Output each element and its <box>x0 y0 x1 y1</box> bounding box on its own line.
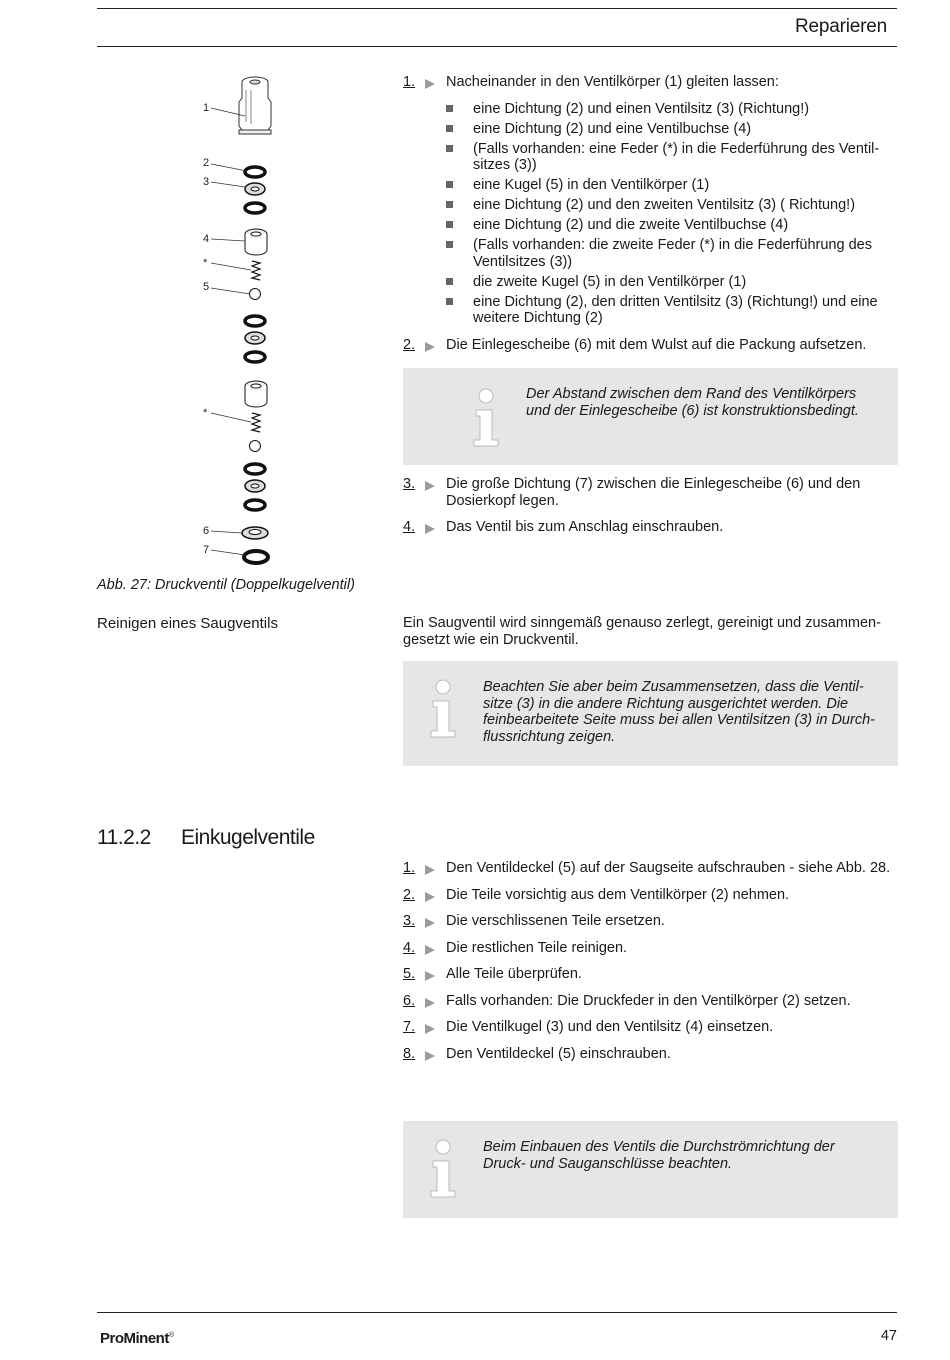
page-header-title: Reparieren <box>795 16 887 37</box>
steps-block-c <box>403 860 898 1072</box>
step-number: 8. <box>403 1045 416 1062</box>
steps-block-b <box>403 476 898 546</box>
large-seal <box>244 551 268 563</box>
bullet-item: eine Dichtung (2) und einen Ventilsitz (3) (Richtung!) <box>446 101 898 118</box>
figure-label-spring: * <box>203 257 208 269</box>
brand-logo: ProMinent® <box>100 1330 174 1347</box>
step-item <box>403 74 898 91</box>
bullet-item: eine Dichtung (2), den dritten Ventilsitz (3) (Richtung!) und eine weitere Dichtung (2) <box>446 294 898 327</box>
seal-ring <box>245 203 265 213</box>
step-number: 1. <box>403 74 416 90</box>
step-item <box>403 1046 898 1063</box>
bullet-square-icon <box>446 298 453 305</box>
figure-label-6: 6 <box>203 525 210 537</box>
figure-label-3: 3 <box>203 176 210 188</box>
bullet-item: eine Kugel (5) in den Ventilkörper (1) <box>446 177 898 194</box>
section-number: 11.2.2 <box>97 826 151 849</box>
bullet-list <box>403 101 898 327</box>
step-item <box>403 519 898 536</box>
bullet-square-icon <box>446 105 453 112</box>
step-text: Die Teile vorsichtig aus dem Ventilkörper (2) nehmen. <box>446 886 790 903</box>
bullet-square-icon <box>446 201 453 208</box>
step-arrow-icon <box>425 892 435 902</box>
bullet-square-icon <box>446 181 453 188</box>
bullet-item: eine Dichtung (2) und die zweite Ventilbuchse (4) <box>446 217 898 234</box>
bullet-square-icon <box>446 221 453 228</box>
step-text: Die verschlissenen Teile ersetzen. <box>446 913 665 929</box>
step-item <box>403 887 898 904</box>
step-number: 3. <box>403 913 416 929</box>
figure-label-spring-2: * <box>203 407 208 419</box>
step-arrow-icon <box>425 79 435 89</box>
figure-label-1: 1 <box>203 102 210 114</box>
step-arrow-icon <box>425 998 435 1008</box>
step-number: 1. <box>403 860 416 876</box>
steps-block-a <box>403 74 898 363</box>
note-text: Der Abstand zwischen dem Rand des Ventilkörpers und der Einlegescheibe (6) ist konstruktionsbedingt. <box>526 386 859 419</box>
bullet-item: eine Dichtung (2) und den zweiten Ventilsitz (3) ( Richtung!) <box>446 197 898 214</box>
step-number: 3. <box>403 476 416 492</box>
note-text: Beim Einbauen des Ventils die Durchströmrichtung der Druck- und Sauganschlüsse beachten. <box>483 1139 835 1172</box>
step-number: 4. <box>403 519 416 535</box>
header-top-rule <box>97 8 897 9</box>
step-arrow-icon <box>425 945 435 955</box>
valve-ball <box>250 289 261 300</box>
step-item <box>403 337 898 354</box>
info-note <box>403 1121 898 1218</box>
step-arrow-icon <box>425 481 435 491</box>
bullet-item: die zweite Kugel (5) in den Ventilkörper (1) <box>446 274 898 291</box>
valve-exploded-drawing <box>195 68 285 568</box>
info-icon <box>427 679 459 741</box>
step-item <box>403 966 898 983</box>
step-text: Den Ventildeckel (5) auf der Saugseite aufschrauben - siehe Abb. 28. <box>446 860 891 876</box>
step-number: 6. <box>403 992 416 1009</box>
side-heading: Reinigen eines Saugventils <box>97 615 278 632</box>
bullet-square-icon <box>446 241 453 248</box>
figure-label-4: 4 <box>203 233 210 245</box>
bullet-square-icon <box>446 145 453 152</box>
figure-caption: Abb. 27: Druckventil (Doppelkugelventil) <box>97 577 355 593</box>
step-text: Den Ventildeckel (5) einschrauben. <box>446 1045 671 1062</box>
bullet-item: (Falls vorhanden: eine Feder (*) in die Federführung des Ventil-sitzes (3)) <box>446 141 898 174</box>
footer-rule <box>97 1312 897 1313</box>
step-text: Die restlichen Teile reinigen. <box>446 939 628 956</box>
step-number: 2. <box>403 336 416 353</box>
step-number: 2. <box>403 886 416 903</box>
step-text: Die Ventilkugel (3) und den Ventilsitz (4) einsetzen. <box>446 1019 774 1035</box>
step-item <box>403 993 898 1010</box>
section-title: Einkugelventile <box>181 826 315 849</box>
info-icon <box>470 388 502 450</box>
step-number: 4. <box>403 939 416 956</box>
note-text: Beachten Sie aber beim Zusammensetzen, dass die Ventil-sitze (3) in die andere Richtung ausgerichtet werden. Die feinbearbeitete Seite muss bei allen Ventilsitzen (3) in Durch-flussrichtung zeigen. <box>483 679 875 745</box>
step-arrow-icon <box>425 1051 435 1061</box>
header-bottom-rule <box>97 46 897 47</box>
step-item <box>403 940 898 957</box>
step-arrow-icon <box>425 918 435 928</box>
step-number: 7. <box>403 1019 416 1035</box>
seal-ring <box>245 167 265 177</box>
bullet-item: eine Dichtung (2) und eine Ventilbuchse (4) <box>446 121 898 138</box>
figure-label-7: 7 <box>203 544 210 556</box>
step-arrow-icon <box>425 865 435 875</box>
step-text: Alle Teile überprüfen. <box>446 966 582 982</box>
figure-label-5: 5 <box>203 281 210 293</box>
bullet-item: (Falls vorhanden: die zweite Feder (*) in die Federführung des Ventilsitzes (3)) <box>446 237 898 270</box>
step-arrow-icon <box>425 1024 435 1034</box>
step-text: Das Ventil bis zum Anschlag einschrauben. <box>446 519 724 535</box>
step-arrow-icon <box>425 342 435 352</box>
step-number: 5. <box>403 966 416 982</box>
step-arrow-icon <box>425 971 435 981</box>
step-text: Die Einlegescheibe (6) mit dem Wulst auf die Packung aufsetzen. <box>446 336 867 353</box>
step-text: Die große Dichtung (7) zwischen die Einlegescheibe (6) und den Dosierkopf legen. <box>446 476 861 509</box>
info-note <box>403 368 898 465</box>
page-number: 47 <box>880 1328 897 1344</box>
valve-body <box>239 77 271 134</box>
step-text: Nacheinander in den Ventilkörper (1) gleiten lassen: <box>446 74 779 90</box>
step-text: Falls vorhanden: Die Druckfeder in den Ventilkörper (2) setzen. <box>446 992 851 1009</box>
info-icon <box>427 1139 459 1201</box>
step-item <box>403 913 898 930</box>
info-note <box>403 661 898 766</box>
bullet-square-icon <box>446 278 453 285</box>
bullet-square-icon <box>446 125 453 132</box>
body-paragraph: Ein Saugventil wird sinngemäß genauso zerlegt, gereinigt und zusammen-gesetzt wie ein Druckventil. <box>403 615 881 648</box>
step-item <box>403 476 898 509</box>
step-arrow-icon <box>425 524 435 534</box>
figure-label-2: 2 <box>203 157 210 169</box>
step-item <box>403 860 898 877</box>
step-item <box>403 1019 898 1036</box>
